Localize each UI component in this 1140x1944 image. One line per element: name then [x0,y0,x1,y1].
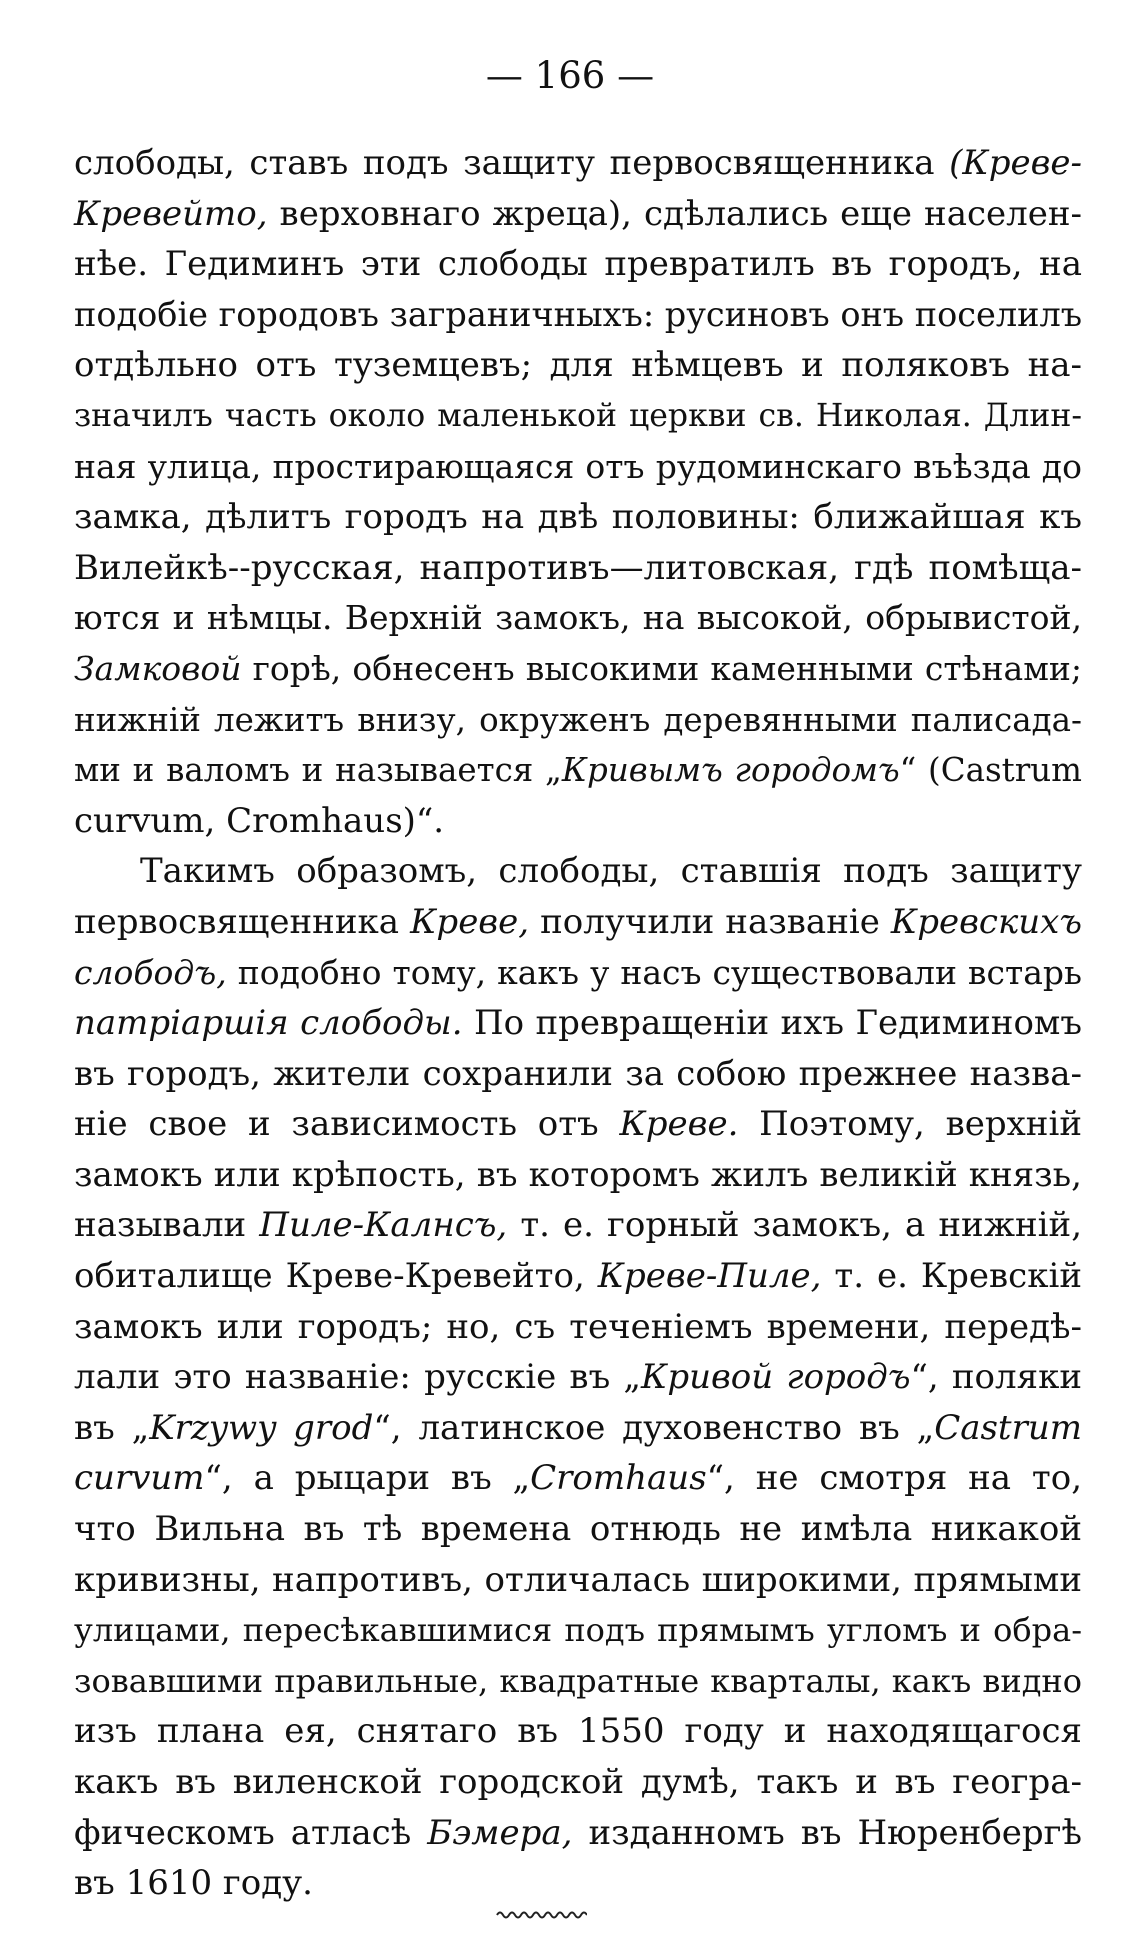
text-span: называли [74,1205,260,1246]
text-span: “, поляки [910,1357,1082,1398]
text-span: Вилейкѣ--русская, напротивъ—литовская, гдѣ помѣща- [74,547,1082,588]
text-span: изъ плана ея, снятаго въ 1550 году и находящагося [74,1711,1082,1752]
text-line [74,695,1082,746]
text-line [74,1403,1082,1454]
text-span: отдѣльно отъ туземцевъ; для нѣмцевъ и поляковъ на- [74,345,1082,386]
text-line [74,239,1082,290]
text-span: подобіе городовъ заграничныхъ: русиновъ онъ поселилъ [74,294,1083,334]
italic-text: Кривой городъ [641,1357,911,1398]
text-span: т. е. Кревскій [821,1256,1082,1297]
text-span: верховнаго жреца), сдѣлались еще населен- [267,193,1082,234]
text-span: что Вильна въ тѣ времена отнюдь не имѣла никакой [74,1509,1082,1550]
text-line [74,897,1082,948]
text-span: въ городъ, жители сохранили за собою прежнее назва- [74,1053,1082,1094]
text-span: получили названіе [529,901,891,942]
text-span: curvum, Cromhaus)“. [74,800,445,841]
text-span: Поэтому, верхній [738,1104,1083,1145]
page-number: — 166 — [485,54,655,97]
text-line [74,593,1082,644]
text-line [74,543,1082,594]
text-span: кривизны, напротивъ, отличалась широкими, прямыми [74,1559,1082,1600]
text-span: замокъ или крѣпость, въ которомъ жилъ великій князь, [74,1154,1082,1195]
text-span: нѣе. Гедиминъ эти слободы превратилъ въ городъ, на [74,244,1082,285]
text-span: “, не смотря на то, [706,1458,1082,1499]
text-line [74,948,1082,999]
text-line [74,796,1082,847]
text-span: замокъ или городъ; но, съ теченіемъ времени, передѣ- [74,1306,1082,1347]
text-line [74,1453,1082,1504]
end-ornament-icon [495,1908,587,1922]
italic-text: curvum [74,1458,205,1499]
text-line [74,1605,1082,1656]
text-span: какъ въ виленской городской думѣ, такъ и въ геогра- [74,1762,1082,1802]
text-line [74,492,1082,543]
text-span: ются и нѣмцы. Верхній замокъ, на высокой, обрывистой, [74,598,1082,638]
text-line [74,290,1082,341]
text-line [74,998,1082,1049]
text-span: “ (Castrum [899,751,1082,790]
italic-text: Замковой [74,648,242,688]
text-line [74,1555,1082,1606]
text-line [74,1858,1082,1909]
text-span: первосвященника [74,901,411,942]
text-span: ная улица, простирающаяся отъ рудоминскаго въѣзда до [74,446,1082,486]
italic-text: Пиле-Калнсъ, [259,1205,508,1246]
text-span: зовавшими правильные, квадратные кварталы, какъ видно [74,1661,1082,1700]
italic-text: Cromhaus [530,1458,707,1499]
text-line [74,340,1082,391]
italic-text: Castrum [934,1407,1082,1448]
text-span: замка, дѣлитъ городъ на двѣ половины: ближайшая къ [74,497,1082,538]
text-span: значилъ часть около маленькой церкви св. Николая. Длин- [74,397,1082,434]
italic-text: Кривымъ городомъ [561,751,900,790]
text-line [74,1352,1082,1403]
italic-text: Креве, [410,901,530,942]
text-line [74,1251,1082,1302]
text-line [74,442,1082,493]
text-span: ми и валомъ и называется „ [74,751,562,790]
italic-text: Креве. [619,1104,739,1145]
text-span: “, а рыцари въ „ [204,1458,531,1499]
text-line [74,1808,1082,1859]
text-span: улицами, пересѣкавшимися подъ прямымъ угломъ и обра- [74,1611,1082,1650]
text-span: слободы, ставъ подъ защиту первосвященника [74,143,950,183]
text-span: нижній лежитъ внизу, окруженъ деревянными палисада- [74,700,1082,739]
text-span: т. е. горный замокъ, а нижній, [507,1205,1083,1246]
italic-text: Бэмера, [427,1812,573,1853]
text-span: По превращеніи ихъ Гедиминомъ [462,1003,1082,1044]
text-line [74,1706,1082,1757]
text-line [74,846,1082,897]
italic-text: Креве-Пиле, [597,1256,822,1297]
text-span: изданномъ въ Нюренбергѣ [572,1812,1083,1853]
italic-text: патріаршія слободы. [74,1003,463,1044]
text-line [74,1099,1082,1150]
body-text [74,138,1082,1909]
text-line [74,138,1082,189]
text-span: обиталище Креве-Кревейто, [74,1256,598,1297]
italic-text: Кревейто, [74,193,268,234]
text-span: ніе свое и зависимость отъ [74,1104,620,1145]
text-line [74,1049,1082,1100]
text-span: фическомъ атласѣ [74,1812,428,1853]
text-span: “, латинское духовенство въ „ [373,1407,935,1448]
text-line [74,1150,1082,1201]
italic-text: (Креве- [949,143,1082,183]
text-line [74,1504,1082,1555]
text-span: подобно тому, какъ у насъ существовали встарь [226,952,1082,992]
text-span: въ „ [74,1407,150,1448]
text-line [74,1302,1082,1353]
text-span: горѣ, обнесенъ высокими каменными стѣнами; [241,648,1082,688]
text-line [74,189,1082,240]
text-span: Такимъ образомъ, слободы, ставшія подъ защиту [140,851,1082,892]
text-line [74,644,1082,695]
italic-text: слободъ, [74,952,227,992]
text-line [74,1656,1082,1707]
italic-text: Кревскихъ [890,901,1082,942]
text-span: въ 1610 году. [74,1863,313,1904]
text-line [74,1757,1082,1808]
text-span: лали это названіе: русскіе въ „ [74,1357,642,1398]
italic-text: Krzywy grod [149,1407,374,1448]
text-line [74,391,1082,442]
text-line [74,1200,1082,1251]
text-line [74,745,1082,796]
